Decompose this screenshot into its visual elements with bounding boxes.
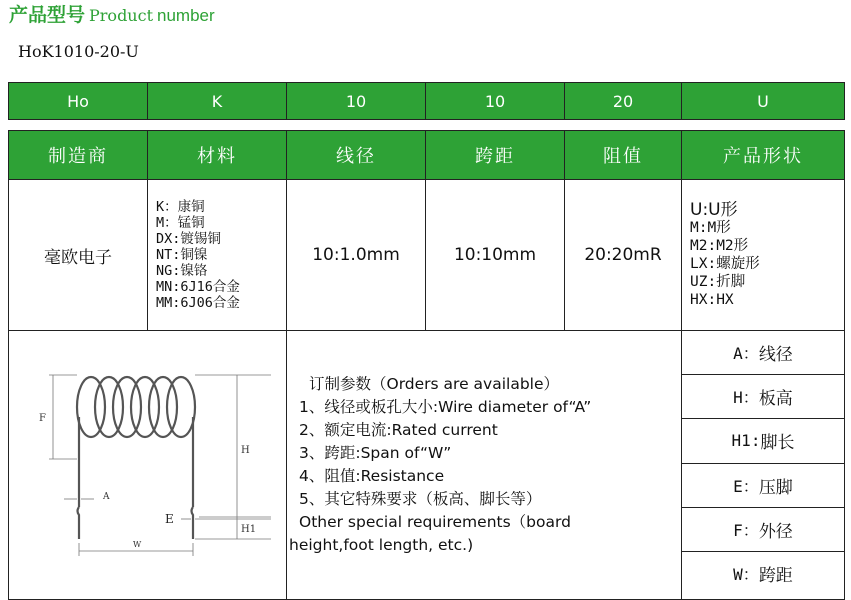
orders-other-line1: Other special requirements（board xyxy=(299,513,571,531)
param-item xyxy=(682,464,844,508)
param-item xyxy=(682,508,844,552)
orders-item: 5、其它特殊要求（板高、脚长等） xyxy=(299,490,542,508)
label-w: W xyxy=(133,540,142,549)
coil-diagram-cell xyxy=(9,331,287,600)
material-item: NG:镍铬 xyxy=(156,263,208,279)
param-name: 线径 xyxy=(758,345,793,366)
details-row xyxy=(9,331,845,600)
shape-item: U:U形 xyxy=(690,200,738,220)
spec-header-row xyxy=(9,131,845,180)
materials-list xyxy=(148,180,287,331)
title-en-number: number xyxy=(157,6,215,25)
shape-item: UZ:折脚 xyxy=(690,274,746,290)
label-h: H xyxy=(241,445,250,456)
col-header-resistance: 阻值 xyxy=(565,131,682,180)
orders-other-line2: height,foot length, etc.) xyxy=(289,536,474,554)
spec-table xyxy=(8,130,845,600)
orders-heading: 订制参数（Orders are available） xyxy=(309,375,560,393)
material-item: M：锰铜 xyxy=(156,215,205,231)
title-en-product: Product xyxy=(89,6,153,25)
orders-cell xyxy=(287,331,682,600)
param-name: 压脚 xyxy=(758,477,793,498)
label-f: F xyxy=(39,413,46,424)
wire-diameter-value: 10:1.0mm xyxy=(287,180,426,331)
spec-values-row xyxy=(9,180,845,331)
col-header-shape: 产品形状 xyxy=(682,131,845,180)
param-name: 外径 xyxy=(758,521,793,542)
col-header-material: 材料 xyxy=(148,131,287,180)
param-name: 脚长 xyxy=(760,433,795,454)
param-code: A： xyxy=(733,344,759,364)
material-item: NT:铜镍 xyxy=(156,247,208,263)
material-item: MM:6J06合金 xyxy=(156,295,240,311)
col-header-wire: 线径 xyxy=(287,131,426,180)
model-code: HoK1010-20-U xyxy=(18,42,139,61)
param-item xyxy=(682,552,844,595)
code-row xyxy=(9,83,845,120)
code-cell-span: 10 xyxy=(426,83,565,120)
code-table xyxy=(8,82,845,120)
param-code: E： xyxy=(733,476,759,496)
orders-item: 3、跨距:Span of“W” xyxy=(299,444,452,462)
span-value: 10:10mm xyxy=(426,180,565,331)
title-cn: 产品型号 xyxy=(9,4,86,26)
param-item xyxy=(682,419,844,463)
param-code: H1: xyxy=(731,431,761,451)
material-item: K：康铜 xyxy=(156,199,205,215)
orders-item: 1、线径或板孔大小:Wire diameter of“A” xyxy=(299,398,592,416)
col-header-span: 跨距 xyxy=(426,131,565,180)
code-cell-material: K xyxy=(148,83,287,120)
shape-item: HX:HX xyxy=(690,292,734,308)
code-cell-resistance: 20 xyxy=(565,83,682,120)
param-name: 板高 xyxy=(758,389,793,410)
material-item: DX:镀锡铜 xyxy=(156,231,221,247)
shape-item: M2:M2形 xyxy=(690,238,749,254)
label-e: E xyxy=(165,512,174,526)
param-code: H： xyxy=(733,388,759,408)
param-name: 跨距 xyxy=(758,565,793,586)
page-title xyxy=(9,2,215,28)
params-cell xyxy=(682,331,845,600)
param-item xyxy=(682,331,844,375)
param-code: F： xyxy=(733,520,759,540)
shape-item: LX:螺旋形 xyxy=(690,256,760,272)
material-item: MN:6J16合金 xyxy=(156,279,240,295)
code-cell-wire: 10 xyxy=(287,83,426,120)
param-code: W： xyxy=(733,564,759,584)
label-h1: H1 xyxy=(241,524,257,535)
shape-item: M:M形 xyxy=(690,220,731,236)
label-a: A xyxy=(103,492,110,502)
resistance-value: 20:20mR xyxy=(565,180,682,331)
code-cell-shape: U xyxy=(682,83,845,120)
orders-item: 2、额定电流:Rated current xyxy=(299,421,498,439)
orders-item: 4、阻值:Resistance xyxy=(299,467,445,485)
code-cell-manufacturer: Ho xyxy=(9,83,148,120)
col-header-manufacturer: 制造商 xyxy=(9,131,148,180)
coil-diagram xyxy=(9,331,287,595)
manufacturer-value: 毫欧电子 xyxy=(9,180,148,331)
param-item xyxy=(682,375,844,419)
shapes-list xyxy=(682,180,845,331)
